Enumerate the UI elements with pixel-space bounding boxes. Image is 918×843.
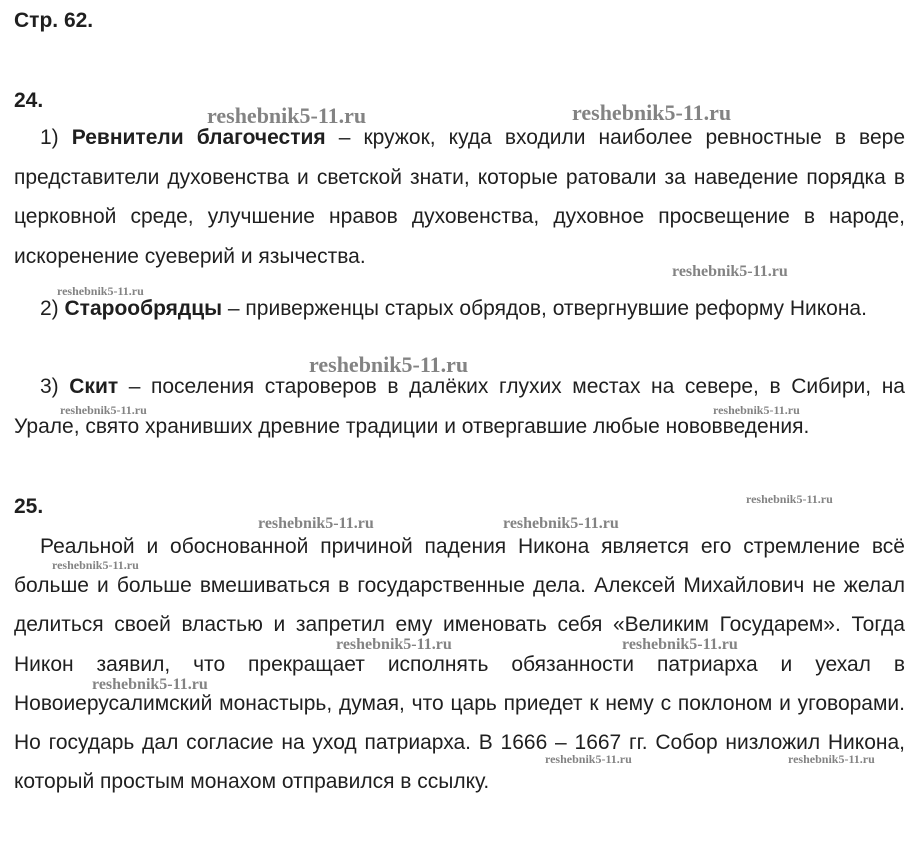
item-1-definition: – кружок, куда входили наиболее ревностные в вере представители духовенства и светской знати, которые ратовали за наведение порядка в церковной среде, улучшение нравов духовенства, духовное просвещение в народе, искоренение суеверий и язычества. xyxy=(14,126,906,268)
watermark: reshebnik5-11.ru xyxy=(52,558,139,572)
watermark: reshebnik5-11.ru xyxy=(713,403,800,417)
term-revniteli: Ревнители благочестия xyxy=(71,126,326,149)
item-2-definition: – приверженцы старых обрядов, отвергнувшие реформу Никона. xyxy=(222,297,867,320)
watermark: reshebnik5-11.ru xyxy=(545,752,632,766)
watermark: reshebnik5-11.ru xyxy=(746,492,833,506)
term-skit: Скит xyxy=(69,375,119,398)
task24-item-3 xyxy=(14,367,905,447)
task-number-24: 24. xyxy=(14,89,44,112)
watermark: reshebnik5-11.ru xyxy=(258,515,374,532)
watermark: reshebnik5-11.ru xyxy=(503,515,619,532)
watermark: reshebnik5-11.ru xyxy=(572,100,732,125)
item-3-prefix: 3) xyxy=(40,375,70,398)
watermark: reshebnik5-11.ru xyxy=(788,752,875,766)
item-2-prefix: 2) xyxy=(40,297,65,320)
page-label: Стр. 62. xyxy=(14,9,94,32)
task24-item-1 xyxy=(14,118,905,276)
watermark: reshebnik5-11.ru xyxy=(60,403,147,417)
watermark: reshebnik5-11.ru xyxy=(336,636,452,653)
item-1-prefix: 1) xyxy=(40,126,72,149)
term-staroobryadtsy: Старообрядцы xyxy=(64,297,223,320)
task24-item-2 xyxy=(14,289,905,329)
watermark: reshebnik5-11.ru xyxy=(309,352,469,377)
watermark: reshebnik5-11.ru xyxy=(622,636,738,653)
watermark: reshebnik5-11.ru xyxy=(672,263,788,280)
watermark: reshebnik5-11.ru xyxy=(92,676,208,693)
watermark: reshebnik5-11.ru xyxy=(207,103,367,128)
item-3-definition: – поселения староверов в далёких глухих местах на севере, в Сибири, на Урале, свято хранивших древние традиции и отвергавшие любые нововведения. xyxy=(14,375,905,438)
task25-answer: Реальной и обоснованной причиной падения Никона является его стремление всё больше и больше вмешиваться в государственные дела. Алексей Михайлович не желал делиться своей властью и запретил ему именовать себя «Великим Государем». Тогда Никон заявил, что прекращает исполнять обязанности патриарха и уехал в Новоиерусалимский монастырь, думая, что царь приедет к нему с поклоном и уговорами. Но государь дал согласие на уход патриарха. В 1666 – 1667 гг. Собор низложил Никона, который простым монахом отправился в ссылку. xyxy=(14,535,905,794)
watermark: reshebnik5-11.ru xyxy=(57,284,144,298)
task-number-25: 25. xyxy=(14,495,44,518)
